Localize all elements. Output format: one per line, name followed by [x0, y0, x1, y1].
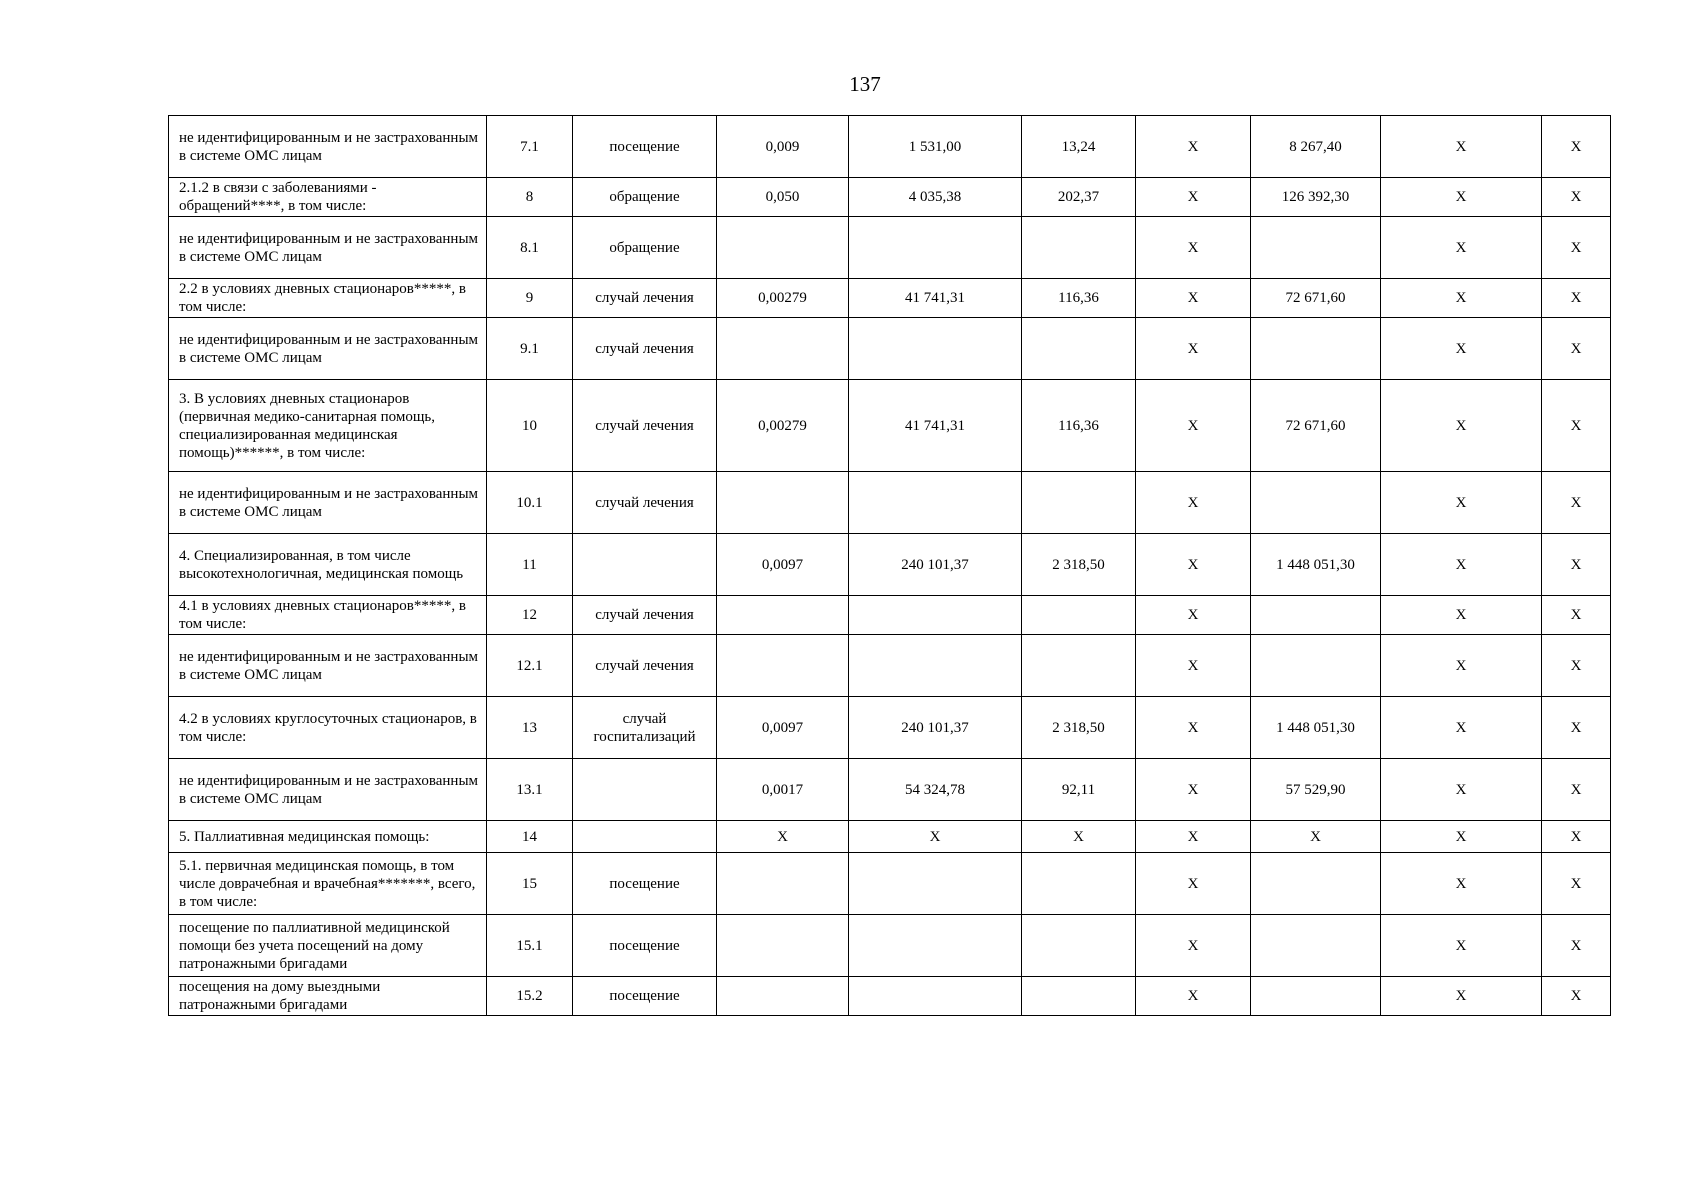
row-number-cell: 15	[487, 853, 573, 915]
row-volume-cell: 0,00279	[717, 279, 849, 318]
table-row	[169, 380, 1611, 472]
row-total-cell: Х	[1251, 821, 1381, 853]
row-total-budget-cell: Х	[1381, 534, 1542, 596]
row-cost-cell: 4 035,38	[849, 178, 1022, 217]
row-per-capita-cell: 116,36	[1022, 279, 1136, 318]
row-percent-cell: Х	[1542, 915, 1611, 977]
row-percent-cell: Х	[1542, 697, 1611, 759]
row-total-budget-cell: Х	[1381, 472, 1542, 534]
row-percent-cell: Х	[1542, 116, 1611, 178]
row-percent-cell: Х	[1542, 178, 1611, 217]
page-number: 137	[849, 72, 881, 96]
row-name-cell: не идентифицированным и не застрахованным в системе ОМС лицам	[169, 318, 487, 380]
row-percent-cell: Х	[1542, 596, 1611, 635]
row-name-cell: не идентифицированным и не застрахованным в системе ОМС лицам	[169, 116, 487, 178]
row-cost-cell: 1 531,00	[849, 116, 1022, 178]
row-total-cell	[1251, 853, 1381, 915]
row-name-cell: 3. В условиях дневных стационаров (первичная медико-санитарная помощь, специализированная медицинская помощь)******, в том числе:	[169, 380, 487, 472]
row-total-cell: 1 448 051,30	[1251, 697, 1381, 759]
table-row	[169, 697, 1611, 759]
row-per-capita-cell: 116,36	[1022, 380, 1136, 472]
row-total-cell: 1 448 051,30	[1251, 534, 1381, 596]
row-total-budget-cell: Х	[1381, 217, 1542, 279]
row-number-cell: 8.1	[487, 217, 573, 279]
row-cost-cell: 240 101,37	[849, 697, 1022, 759]
row-percent-cell: Х	[1542, 821, 1611, 853]
row-total-budget-cell: Х	[1381, 821, 1542, 853]
row-percent-cell: Х	[1542, 759, 1611, 821]
row-volume-cell	[717, 853, 849, 915]
row-percent-cell: Х	[1542, 472, 1611, 534]
row-percent-cell: Х	[1542, 318, 1611, 380]
row-unit-cell: случай лечения	[573, 380, 717, 472]
row-number-cell: 12	[487, 596, 573, 635]
row-volume-cell	[717, 915, 849, 977]
row-per-capita-budget-cell: Х	[1136, 915, 1251, 977]
table-row	[169, 116, 1611, 178]
row-volume-cell: 0,009	[717, 116, 849, 178]
row-number-cell: 13.1	[487, 759, 573, 821]
row-unit-cell: случай лечения	[573, 279, 717, 318]
row-per-capita-budget-cell: Х	[1136, 318, 1251, 380]
table-row	[169, 821, 1611, 853]
row-per-capita-cell: Х	[1022, 821, 1136, 853]
table-row	[169, 217, 1611, 279]
row-total-cell	[1251, 977, 1381, 1016]
table-row	[169, 534, 1611, 596]
row-volume-cell	[717, 596, 849, 635]
row-name-cell: 2.1.2 в связи с заболеваниями - обращений****, в том числе:	[169, 178, 487, 217]
row-per-capita-budget-cell: Х	[1136, 977, 1251, 1016]
row-name-cell: не идентифицированным и не застрахованным в системе ОМС лицам	[169, 759, 487, 821]
row-total-cell	[1251, 915, 1381, 977]
row-per-capita-budget-cell: Х	[1136, 116, 1251, 178]
row-name-cell: не идентифицированным и не застрахованным в системе ОМС лицам	[169, 472, 487, 534]
row-per-capita-budget-cell: Х	[1136, 821, 1251, 853]
row-per-capita-cell	[1022, 853, 1136, 915]
row-volume-cell: Х	[717, 821, 849, 853]
row-cost-cell: 41 741,31	[849, 380, 1022, 472]
row-per-capita-cell	[1022, 977, 1136, 1016]
row-total-budget-cell: Х	[1381, 380, 1542, 472]
row-per-capita-budget-cell: Х	[1136, 759, 1251, 821]
row-percent-cell: Х	[1542, 977, 1611, 1016]
row-per-capita-cell: 13,24	[1022, 116, 1136, 178]
row-number-cell: 7.1	[487, 116, 573, 178]
table-row	[169, 472, 1611, 534]
row-total-cell: 8 267,40	[1251, 116, 1381, 178]
row-total-cell	[1251, 472, 1381, 534]
row-unit-cell: обращение	[573, 178, 717, 217]
row-name-cell: 5. Паллиативная медицинская помощь:	[169, 821, 487, 853]
row-number-cell: 15.1	[487, 915, 573, 977]
row-name-cell: 4.1 в условиях дневных стационаров*****, в том числе:	[169, 596, 487, 635]
table-row	[169, 759, 1611, 821]
row-volume-cell	[717, 318, 849, 380]
row-percent-cell: Х	[1542, 635, 1611, 697]
row-per-capita-cell: 2 318,50	[1022, 534, 1136, 596]
row-unit-cell	[573, 759, 717, 821]
row-cost-cell	[849, 318, 1022, 380]
row-name-cell: 2.2 в условиях дневных стационаров*****, в том числе:	[169, 279, 487, 318]
row-percent-cell: Х	[1542, 853, 1611, 915]
table-row	[169, 635, 1611, 697]
row-per-capita-budget-cell: Х	[1136, 217, 1251, 279]
table-row	[169, 853, 1611, 915]
row-name-cell: не идентифицированным и не застрахованным в системе ОМС лицам	[169, 635, 487, 697]
row-number-cell: 12.1	[487, 635, 573, 697]
row-number-cell: 9.1	[487, 318, 573, 380]
row-total-budget-cell: Х	[1381, 596, 1542, 635]
table-row	[169, 915, 1611, 977]
table-body	[169, 116, 1611, 1016]
row-total-budget-cell: Х	[1381, 279, 1542, 318]
row-volume-cell: 0,00279	[717, 380, 849, 472]
row-per-capita-budget-cell: Х	[1136, 853, 1251, 915]
row-percent-cell: Х	[1542, 217, 1611, 279]
row-cost-cell: 54 324,78	[849, 759, 1022, 821]
row-volume-cell	[717, 635, 849, 697]
table-row	[169, 596, 1611, 635]
row-name-cell: посещения на дому выездными патронажными бригадами	[169, 977, 487, 1016]
row-per-capita-cell	[1022, 472, 1136, 534]
row-per-capita-budget-cell: Х	[1136, 697, 1251, 759]
row-number-cell: 10.1	[487, 472, 573, 534]
row-percent-cell: Х	[1542, 380, 1611, 472]
row-per-capita-cell	[1022, 596, 1136, 635]
row-per-capita-cell	[1022, 217, 1136, 279]
row-total-cell	[1251, 217, 1381, 279]
row-total-cell	[1251, 635, 1381, 697]
row-total-budget-cell: Х	[1381, 178, 1542, 217]
row-cost-cell	[849, 596, 1022, 635]
row-unit-cell: случай лечения	[573, 472, 717, 534]
row-total-cell: 57 529,90	[1251, 759, 1381, 821]
data-table	[168, 115, 1611, 1016]
row-volume-cell	[717, 217, 849, 279]
row-per-capita-budget-cell: Х	[1136, 178, 1251, 217]
row-per-capita-cell	[1022, 915, 1136, 977]
row-name-cell: не идентифицированным и не застрахованным в системе ОМС лицам	[169, 217, 487, 279]
row-total-budget-cell: Х	[1381, 853, 1542, 915]
row-number-cell: 10	[487, 380, 573, 472]
row-total-budget-cell: Х	[1381, 759, 1542, 821]
row-cost-cell	[849, 915, 1022, 977]
row-unit-cell: посещение	[573, 915, 717, 977]
row-per-capita-budget-cell: Х	[1136, 596, 1251, 635]
row-unit-cell: обращение	[573, 217, 717, 279]
row-total-budget-cell: Х	[1381, 635, 1542, 697]
row-total-budget-cell: Х	[1381, 116, 1542, 178]
row-per-capita-budget-cell: Х	[1136, 279, 1251, 318]
row-volume-cell	[717, 977, 849, 1016]
row-cost-cell: 240 101,37	[849, 534, 1022, 596]
row-volume-cell: 0,0097	[717, 697, 849, 759]
row-cost-cell: Х	[849, 821, 1022, 853]
row-unit-cell: посещение	[573, 853, 717, 915]
row-total-cell	[1251, 596, 1381, 635]
table-row	[169, 977, 1611, 1016]
row-total-budget-cell: Х	[1381, 915, 1542, 977]
row-per-capita-cell	[1022, 318, 1136, 380]
row-unit-cell: случай лечения	[573, 596, 717, 635]
row-volume-cell: 0,0017	[717, 759, 849, 821]
row-cost-cell	[849, 635, 1022, 697]
row-number-cell: 13	[487, 697, 573, 759]
row-unit-cell	[573, 821, 717, 853]
row-percent-cell: Х	[1542, 534, 1611, 596]
row-number-cell: 8	[487, 178, 573, 217]
row-total-cell	[1251, 318, 1381, 380]
row-volume-cell	[717, 472, 849, 534]
row-per-capita-cell: 2 318,50	[1022, 697, 1136, 759]
row-number-cell: 15.2	[487, 977, 573, 1016]
row-unit-cell: случай лечения	[573, 635, 717, 697]
row-total-budget-cell: Х	[1381, 697, 1542, 759]
table-row	[169, 279, 1611, 318]
row-per-capita-budget-cell: Х	[1136, 635, 1251, 697]
table-row	[169, 178, 1611, 217]
row-per-capita-cell: 202,37	[1022, 178, 1136, 217]
row-total-cell: 126 392,30	[1251, 178, 1381, 217]
row-per-capita-budget-cell: Х	[1136, 472, 1251, 534]
row-unit-cell: случай госпитализаций	[573, 697, 717, 759]
row-name-cell: 5.1. первичная медицинская помощь, в том числе доврачебная и врачебная*******, всего, в том числе:	[169, 853, 487, 915]
row-name-cell: 4.2 в условиях круглосуточных стационаров, в том числе:	[169, 697, 487, 759]
row-total-budget-cell: Х	[1381, 977, 1542, 1016]
row-cost-cell	[849, 853, 1022, 915]
row-name-cell: 4. Специализированная, в том числе высокотехнологичная, медицинская помощь	[169, 534, 487, 596]
row-cost-cell	[849, 472, 1022, 534]
row-unit-cell: случай лечения	[573, 318, 717, 380]
row-number-cell: 11	[487, 534, 573, 596]
table-row	[169, 318, 1611, 380]
row-cost-cell	[849, 977, 1022, 1016]
row-total-cell: 72 671,60	[1251, 380, 1381, 472]
row-per-capita-budget-cell: Х	[1136, 380, 1251, 472]
row-unit-cell: посещение	[573, 977, 717, 1016]
row-total-budget-cell: Х	[1381, 318, 1542, 380]
row-unit-cell: посещение	[573, 116, 717, 178]
row-per-capita-cell	[1022, 635, 1136, 697]
row-number-cell: 9	[487, 279, 573, 318]
row-total-cell: 72 671,60	[1251, 279, 1381, 318]
row-volume-cell: 0,0097	[717, 534, 849, 596]
row-cost-cell: 41 741,31	[849, 279, 1022, 318]
row-percent-cell: Х	[1542, 279, 1611, 318]
row-per-capita-budget-cell: Х	[1136, 534, 1251, 596]
row-per-capita-cell: 92,11	[1022, 759, 1136, 821]
row-unit-cell	[573, 534, 717, 596]
row-name-cell: посещение по паллиативной медицинской помощи без учета посещений на дому патронажными бригадами	[169, 915, 487, 977]
row-number-cell: 14	[487, 821, 573, 853]
row-cost-cell	[849, 217, 1022, 279]
row-volume-cell: 0,050	[717, 178, 849, 217]
